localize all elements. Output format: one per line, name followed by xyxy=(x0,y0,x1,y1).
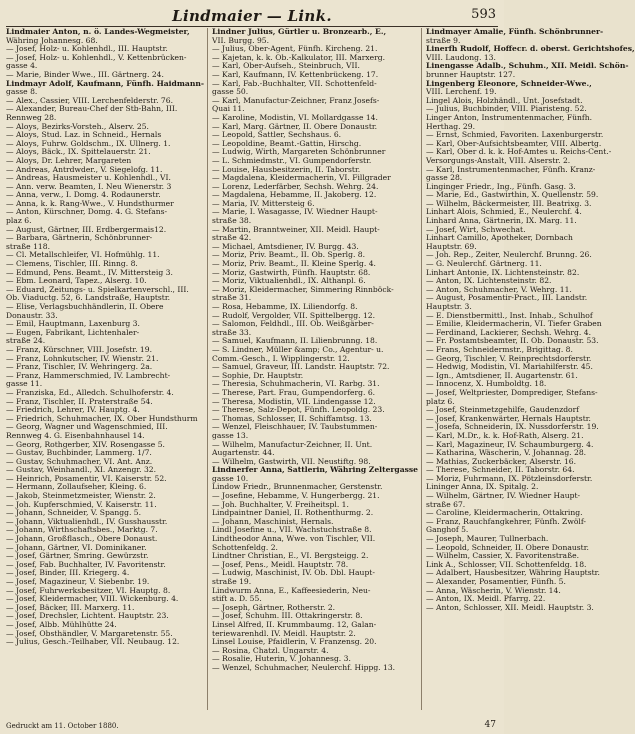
directory-entry: — Johann, Schneider, V. Spangg. 5. xyxy=(6,508,142,518)
directory-entry: — Josef, Pens., Meidl. Hauptstr. 78. xyxy=(212,559,349,569)
directory-entry: gasse 13. xyxy=(212,430,249,440)
directory-entry: — Julius, Ober-Agent, Fünfh. Kircheng. 21. xyxy=(212,44,378,54)
directory-entry: gasse 28. xyxy=(426,173,463,183)
directory-entry: Lindtner Christian, E., VI. Bergsteigg. 2. xyxy=(212,551,369,561)
directory-entry: straße 42. xyxy=(212,233,252,243)
directory-entry: VIII. Lerchenf. 19. xyxy=(426,87,497,97)
directory-entry: — Sophie, Dr. Hauptstr. xyxy=(212,370,304,380)
directory-entry: — Moriz, Fuhrmann, IX. Pötzleinsdorferstr. xyxy=(426,473,593,483)
directory-entry: Lindmaier Anton, n. ö. Landes-Wegmeister, xyxy=(6,27,190,36)
directory-entry: Comm.-Gesch., I. Wipplingerstr. 12. xyxy=(212,353,350,363)
directory-entry: straße 38. xyxy=(212,216,252,226)
directory-entry: — Joh. Buchhalter, V. Freiheitspl. 1. xyxy=(212,499,349,509)
directory-entry: — Josef, Kleidermacher, VIII. Wickenburg. 4. xyxy=(6,594,179,604)
directory-entry: — Aloys, Bezirks-Vorsteh., Alserv. 25. xyxy=(6,121,149,131)
directory-entry: Lininger Anna, IX. Spitalg. 2. xyxy=(426,482,539,492)
directory-entry: — L. Schmiedmstr., VI. Gumpendorferstr. xyxy=(212,155,372,165)
page-footer xyxy=(6,716,498,730)
directory-entry: Linginger Friedr., Ing., Fünfh. Gasg. 3. xyxy=(426,181,576,191)
directory-entry: — Therese, Salz-Depot, Fünfh. Leopoldg. 23. xyxy=(212,405,385,415)
directory-entry: — Leopold, Sattler, Sechshaus. 6. xyxy=(212,130,342,140)
directory-entry: Lindtheodor Anna, Wwe. von Tischler, VII. xyxy=(212,534,376,544)
directory-entry: Linsel Alfred, II. Krummbaumg. 12, Galan- xyxy=(212,619,377,629)
directory-entry: — August, Gärtner, III. Erdbergermais12. xyxy=(6,224,167,234)
directory-entry: — Magdalena, Hebamme, II. Jakoberg. 12. xyxy=(212,190,377,200)
directory-entry: — Samuel, Graveur, III. Landstr. Hauptstr. 72. xyxy=(212,362,390,372)
directory-entry: — Wilhelm, Bäckermeister, III. Beatrixg. 3. xyxy=(426,198,592,208)
directory-entry: — Alexander, Bureau-Chef der Stb-Bahn, III. xyxy=(6,104,178,114)
directory-entry: — Marie, Binder Wwe., III. Gärtnerg. 24. xyxy=(6,69,164,79)
directory-entry: plaz 6. xyxy=(6,216,32,226)
directory-entry: — Franz, Kürschner, VIII. Josefstr. 19. xyxy=(6,344,153,354)
directory-entry: — Hermann, Zollaufseher, Kleing. 6. xyxy=(6,482,147,492)
directory-entry: Rennweg 4. G. Eisenbahnhausel 14. xyxy=(6,430,145,440)
directory-entry: — S. Lindner, Müller &amp; Co., Agentur- u. xyxy=(212,344,384,354)
directory-entry: — Anton, IX. Meidl. Pfarrg. 22. xyxy=(426,594,546,604)
directory-entry: — Clemens, Tischler, III. Rinng. 8. xyxy=(6,259,138,269)
directory-entry: — Joh. Rep., Zeiter, Neulerchf. Brunng. 26. xyxy=(426,250,592,260)
directory-entry: gasse 11. xyxy=(6,379,43,389)
directory-entry: — Eduard, Zeitungs- u. Spielkartenverschl., III. xyxy=(6,284,189,294)
directory-entry: — Franz, Lohnkutscher, IV. Wienstr. 21. xyxy=(6,353,159,363)
directory-entry: — Ernst, Schmied, Favoriten. Laxenburgerstr. xyxy=(426,130,604,140)
directory-entry: — Heinrich, Posamentir, VI. Kaiserstr. 52. xyxy=(6,473,167,483)
directory-entry: — Mathias, Zuckerbäcker, Alserstr. 16. xyxy=(426,456,577,466)
directory-entry: — Edmund, Pens. Beamt., IV. Mittersteig 3. xyxy=(6,267,173,277)
directory-entry: Lindow Friedr., Brunnenmacher, Gerstenstr. xyxy=(212,482,383,492)
directory-entry: — Jakob, Steinmetzmeister, Wienstr. 2. xyxy=(6,491,156,501)
directory-entry: — Karl, Ober d. k. k. Hof-Amtes u. Reichs-Cent.- xyxy=(426,147,612,157)
directory-entry: — Ferdinand, Lackierer, Sechsh. Wehrg. 4. xyxy=(426,327,591,337)
directory-entry: — Louise, Hausbesitzerin, II. Taborstr. xyxy=(212,164,361,174)
directory-entry: Ganghof 5. xyxy=(426,525,469,535)
directory-entry: Währing Johannesg. 68. xyxy=(6,35,98,45)
directory-entry: — Karl, Ober-Aufseh., Steinbruch, VII. xyxy=(212,61,360,71)
directory-entry: — Ebm. Leonard, Tapez., Alserg. 10. xyxy=(6,276,147,286)
directory-entry: — Johann, Viktualienhdl., IV. Gusshausstr. xyxy=(6,516,168,526)
directory-entry: — Josef, Steinmetzgehilfe, Gaudenzdorf xyxy=(426,405,580,415)
directory-entry: — Gustav, Buchbinder, Lammerg. 1/7. xyxy=(6,448,152,458)
directory-entry: — Aloys, Stud. Laz. in Schneid., Hernals xyxy=(6,130,162,140)
directory-entry: — Aloys, Bäck., IX. Spittelauerstr. 21. xyxy=(6,147,151,157)
directory-entry: — Georg, Wagner und Wagenschmied, III. xyxy=(6,422,168,432)
directory-entry: Hauptstr. 69. xyxy=(426,241,477,251)
directory-entry: — Josef, Binder, III. Kriegerg. 4. xyxy=(6,568,130,578)
directory-entry: — Johann, Wirthschaftsbes., Marktg. 7. xyxy=(6,525,158,535)
directory-entry: straße 9. xyxy=(426,35,461,45)
directory-entry: — Anton, Schlosser, XII. Meidl. Hauptstr. 3. xyxy=(426,602,594,612)
directory-entry: — E. Dienstbermittl., Inst. Inhab., Schulhof xyxy=(426,310,593,320)
directory-entry: — Therese, Schneider, II. Taborstr. 64. xyxy=(426,465,575,475)
directory-entry: — Gustav, Weinhandl., XI. Anzengr. 32. xyxy=(6,465,157,475)
directory-entry: straße 33. xyxy=(212,327,252,337)
directory-entry: Donaustr. 33. xyxy=(6,310,58,320)
directory-entry: — Barbara, Gärtnerin, Schönbrunner- xyxy=(6,233,153,243)
directory-entry: — Moriz, Viktualienhdl., IX. Althanpl. 6. xyxy=(212,276,366,286)
directory-entry: — Anton, Schuhmacher, V. Wehrg. 11. xyxy=(426,284,572,294)
directory-entry: stift a. D. 55. xyxy=(212,594,262,604)
directory-entry: — August, Posamentir-Pract., III. Landstr. xyxy=(426,293,588,303)
page-title: Lindmaier — Link. xyxy=(172,7,332,25)
directory-entry: — Josef, Holz- u. Kohlenhdl., V. Kettenbrücken- xyxy=(6,52,187,62)
directory-entry: gasse 10. xyxy=(212,473,249,483)
directory-entry: Linsel Louise, Pfaidlerin, V. Franzensg. 20. xyxy=(212,637,377,647)
directory-entry: teriewarenhdl. IV. Meidl. Hauptstr. 2. xyxy=(212,628,356,638)
directory-entry: — Eugen, Fabrikant, Lichtenhaler- xyxy=(6,327,140,337)
directory-entry: — Caroline, Kleidermacherin, Ottakring. xyxy=(426,508,583,518)
directory-entry: — Johann, Gärtner, VI. Dominikaner. xyxy=(6,542,147,552)
directory-entry: — Andreas, Hausmeister u. Kohlenhdl., VI. xyxy=(6,173,171,183)
directory-entry: — Lorenz, Lederfärber, Sechsh. Wehrg. 24. xyxy=(212,181,379,191)
column-3 xyxy=(426,28,635,710)
directory-entry: — G. Neulerchf. Gärtnerg. 11. xyxy=(426,259,542,269)
directory-entry: — Karoline, Modistin, VI. Mollardgasse 14. xyxy=(212,112,378,122)
directory-entry: Schottenfeldg. 2. xyxy=(212,542,278,552)
directory-entry: — Franz, Tischler, II. Praterstraße 54. xyxy=(6,396,153,406)
directory-entry: — Wilhelm, Gastwirth, VII. Neustiftg. 98. xyxy=(212,456,371,466)
directory-entry: — Karl, Instrumentenmacher, Fünfh. Kranz- xyxy=(426,164,596,174)
directory-entry: — Moriz, Priv. Beamt., II. Ob. Sperlg. 8. xyxy=(212,250,366,260)
directory-entry: — Samuel, Kaufmann, II. Lilienbrunng. 18. xyxy=(212,336,378,346)
directory-entry: Lindpaintner Daniel, II. Rothenthurmg. 2. xyxy=(212,508,374,518)
directory-entry: — Josef, Krankenwärter, Hernals Hauptstr. xyxy=(426,413,591,423)
directory-entry: — Johann, Maschinist, Hernals. xyxy=(212,516,334,526)
directory-entry: — Moriz, Priv. Beamt., II. Kleine Sperlg. 4. xyxy=(212,259,376,269)
directory-entry: straße 67. xyxy=(426,499,466,509)
directory-entry: — Anton, IX. Lichtensteinstr. 82. xyxy=(426,276,552,286)
directory-entry: — Karl, Marg. Gärtner, II. Obere Donaustr. xyxy=(212,121,378,131)
page-number: 593 xyxy=(471,7,496,22)
directory-entry: — Ign., Amtsdiener, II. Augartenstr. 61. xyxy=(426,370,578,380)
directory-entry: — Josef, Weltpriester, Domprediger, Stefans- xyxy=(426,387,598,397)
directory-entry: Lindl Josefine u., VII. Wachstuchstraße 8. xyxy=(212,525,372,535)
directory-entry: — Joseph, Maurer, Tullnerbach. xyxy=(426,534,549,544)
directory-entry: — Josefine, Hebamme, V. Hungerbergg. 21. xyxy=(212,491,380,501)
directory-entry: — Aloys, Fuhrw. Goldschm., IX. Ullnerg. 1. xyxy=(6,138,171,148)
directory-entry: — Anton, Kürschner, Domg. 4. G. Stefans- xyxy=(6,207,168,217)
directory-entry: platz 6. xyxy=(426,396,455,406)
directory-entry: — Wilhelm, Gärtner, IV. Wiedner Haupt- xyxy=(426,491,581,501)
directory-entry: — Josef, Albb. Mühlhütte 24. xyxy=(6,619,117,629)
directory-entry: Lingel Alois, Holzhändl., Unt. Josefstadt. xyxy=(426,95,583,105)
directory-entry: Ob. Viaductg. 52, 6. Landstraße, Hauptstr. xyxy=(6,293,171,303)
directory-entry: Lindmayer Amalie, Fünfh. Schönbrunner- xyxy=(426,27,604,36)
directory-entry: — Maria, IV. Mittersteig 6. xyxy=(212,198,315,208)
directory-entry: — Hedwig, Modistin, VI. Mariahilferstr. 45. xyxy=(426,362,593,372)
directory-entry: — Elise, Verlagsbuchhändlerin, II. Obere xyxy=(6,302,164,311)
column-1 xyxy=(6,28,208,710)
directory-entry: — Theresia, Schuhmacherin, VI. Rarbg. 31. xyxy=(212,379,380,389)
directory-entry: — Julius, Buchbinder, VIII. Piaristeng. 52. xyxy=(426,104,587,114)
directory-entry: — Josef, Schuhm. III. Ottakringerstr. 8. xyxy=(212,611,363,621)
directory-entry: — Josefa, Schneiderin, IX. Nussdorferstr. 19. xyxy=(426,422,599,432)
directory-entry: — Martin, Branntweiner, XII. Meidl. Haupt- xyxy=(212,224,380,234)
directory-entry: — Cl. Metallschleifer, VI. Hofmühlg. 11. xyxy=(6,250,160,260)
directory-entry: — Salomon, Feldhdl., III. Ob. Weißgärber- xyxy=(212,319,374,329)
directory-entry: — Georg, Tischler, V. Reinprechtsdorferstr. xyxy=(426,353,592,363)
directory-entry: — Josef, Holz- u. Kohlenhdl., III. Hauptstr. xyxy=(6,44,168,54)
directory-entry: — Adalbert, Hausbesitzer, Währing Hauptstr. xyxy=(426,568,600,578)
directory-entry: — Alexander, Posamentier, Fünfh. 5. xyxy=(426,577,566,586)
directory-entry: — Georg, Rothgerber, XIV. Rosengasse 5. xyxy=(6,439,165,449)
directory-entry: straße 31. xyxy=(212,293,252,303)
directory-entry: — Anna, k. k. Rang-Wwe., V. Hundsthurmer xyxy=(6,198,174,208)
directory-entry: Quai 11. xyxy=(212,104,245,114)
directory-entry: gasse 50. xyxy=(212,87,249,97)
directory-entry: VII. Burgg. 95. xyxy=(212,35,270,45)
directory-entry: — Joseph, Gärtner, Rotherstr. 2. xyxy=(212,602,336,612)
directory-entry: — Thomas, Schlosser, II. Schiffamtsg. 13. xyxy=(212,413,372,423)
column-2 xyxy=(212,28,422,710)
directory-entry: — Leopoldine, Beamt.-Gattin, Hirschg. xyxy=(212,138,362,148)
directory-entry: — Josef, Fab. Buchhalter, IV. Favoritenstr. xyxy=(6,559,166,569)
directory-entry: brunner Hauptstr. 127. xyxy=(426,69,516,79)
directory-entry: — Moriz, Gastwirth, Fünfh. Hauptstr. 68. xyxy=(212,267,371,277)
directory-entry: — Wenzel, Fleischhauer, IV. Taubstummen- xyxy=(212,422,378,432)
directory-entry: — Therese, Part. Frau, Gumpendorferg. 6. xyxy=(212,387,376,397)
directory-entry: — Josef, Obsthändler, V. Margaretenstr. 55. xyxy=(6,628,173,638)
directory-entry: — Rosalie, Huterin, V. Johannesg. 3. xyxy=(212,654,351,664)
directory-entry: — Rosina, Chatzl. Ungarstr. 4. xyxy=(212,645,329,655)
directory-entry: — Josef, Fuhrwerksbesitzer, VI. Hauptg. 8. xyxy=(6,585,171,595)
directory-entry: — Josef, Gärtner, Smring. Gewürzstr. xyxy=(6,551,149,561)
directory-entry: — Michael, Amtsdiener, IV. Burgg. 43. xyxy=(212,241,359,251)
directory-entry: — Franz, Rauchfangkehrer, Fünfh. Zwölf- xyxy=(426,516,586,526)
directory-entry: — Franziska, Ed., Alledch. Schulhoferstr. 4. xyxy=(6,387,174,397)
directory-entry: Herthag. 29. xyxy=(426,121,476,131)
directory-entry: — Marie, Ed., Gastwirthin, X. Quellenstr. 59. xyxy=(426,190,599,200)
directory-entry: — Josef, Drechsler, Lichtent. Hauptstr. 23. xyxy=(6,611,169,621)
directory-entry: — Ludwig, Wirth, Margareten Schönbrunner xyxy=(212,147,386,157)
directory-entry: — Kajetan, k. k. Ob.-Kalkulator, III. Marxerg. xyxy=(212,52,386,62)
directory-entry: Linhart Antonie, IX. Lichtensteinstr. 82. xyxy=(426,267,580,277)
directory-entry: — Karl, Ober-Aufsichtsbeamter, VIII. Albertg. xyxy=(426,138,602,148)
directory-entry: Linhard Anna, Gärtnerin, IX. Marg. 11. xyxy=(426,216,577,226)
directory-entry: — Katharina, Wäscherin, V. Johannag. 28. xyxy=(426,448,587,458)
directory-entry: Lingenberg Eleonore, Schneider-Wwe., xyxy=(426,78,592,88)
directory-entry: — Magdalena, Kleidermacherin, VI. Fillgrader xyxy=(212,173,391,183)
directory-entry: — Johann, Großflasch., Obere Donaust. xyxy=(6,534,158,544)
directory-entry: — Leopold, Schneider, II. Obere Donaustr. xyxy=(426,542,589,552)
sheet-number: 47 xyxy=(484,720,496,730)
directory-entry: — Emilie, Kleidermacherin, VI. Tiefer Graben xyxy=(426,319,602,329)
directory-entry: — Emil, Hauptmann, Laxenburg 3. xyxy=(6,319,140,329)
directory-entry: — Josef, Magazineur, V. Siebenbr. 19. xyxy=(6,577,150,586)
directory-entry: — Aloys, Dr. Lehrer, Margareten xyxy=(6,155,132,165)
directory-entry: gasse 8. xyxy=(6,87,38,97)
directory-entry: Linengasse Adalb., Schuhm., XII. Meidl. Schön- xyxy=(426,61,629,71)
directory-entry: straße 19. xyxy=(212,577,252,586)
directory-entry: — Julius, Gesch.-Teilhaber, VII. Neubaug. 12. xyxy=(6,637,180,647)
directory-entry: — Karl, Magazineur, IV. Schaumburgerg. 4. xyxy=(426,439,594,449)
directory-entry: straße 24. xyxy=(6,336,46,346)
directory-entry: Lindnerfer Anna, Sattlerin, Währing Zeltergasse xyxy=(212,465,419,475)
directory-entry: — Fr. Postamtsbeamter, II. Ob. Donaustr. 53. xyxy=(426,336,599,346)
directory-entry: — Karl, Fab.-Buchhalter, VII. Schottenfeld- xyxy=(212,78,377,88)
directory-entry: — Franz, Hammerschmied, IV. Lambrecht- xyxy=(6,370,171,380)
directory-entry: — Wilhelm, Manufactur-Zeichner, II. Unt. xyxy=(212,439,373,449)
directory-entry: Lindwurm Anna, E., Kaffeesiederin, Neu- xyxy=(212,585,371,595)
directory-entry: — Innocenz, X. Humboldtg. 18. xyxy=(426,379,547,389)
directory-entry: Linhart Camillo, Apotheker, Dornbach xyxy=(426,233,573,243)
page-header xyxy=(6,4,498,27)
directory-entry: — Karl, M.Dr., k. k. Hof-Rath, Alserg. 21. xyxy=(426,430,584,440)
directory-entry: — Gustav, Schuhmacher, VI. Ant. Anz. xyxy=(6,456,153,466)
directory-entry: — Andreas, Antrdwder., V. Siegelofg. 11. xyxy=(6,164,163,174)
directory-entry: — Friedrich, Schuhmacher, IX. Ober Hundsthurm xyxy=(6,413,198,423)
directory-entry: Lindmayr Adolf, Kaufmann, Fünfh. Haidmann- xyxy=(6,78,205,88)
directory-entry: — Franz, Tischler, IV. Wehringerg. 2a. xyxy=(6,362,153,372)
directory-entry: Link A., Schlosser, VII. Schottenfeldg. 18. xyxy=(426,559,587,569)
directory-entry: — Wilhelm, Cassier, X. Favoritenstraße. xyxy=(426,551,580,561)
directory-entry: Linhart Alois, Schmied, E., Neulerchf. 4. xyxy=(426,207,582,217)
directory-entry: — Theresa, Modistin, VII. Lindengasse 12. xyxy=(212,396,376,406)
directory-entry: Lindner Julius, Gürtler u. Bronzearb., E., xyxy=(212,27,387,36)
directory-entry: — Moriz, Kleidermacher, Simmering Rinnböck- xyxy=(212,284,394,294)
directory-entry: Versorgungs-Anstalt, VIII. Alserstr. 2. xyxy=(426,155,571,165)
directory-entry: — Ludwig, Maschinist, IV. Ob. Dbl. Haupt- xyxy=(212,568,375,578)
directory-entry: — Josef, Wirt, Schwechat. xyxy=(426,224,526,234)
directory-entry: — Frans, Schneidermstr., Brigittag. 8. xyxy=(426,344,573,354)
directory-entry: — Anna, Wäscherin, V. Wienstr. 14. xyxy=(426,585,561,595)
directory-entry: Augartenstr. 44. xyxy=(212,448,275,458)
directory-entry: straße 118. xyxy=(6,241,50,251)
directory-entry: — Wenzel, Schuhmacher, Neulerchf. Hippg. 13. xyxy=(212,662,396,672)
directory-entry: — Ann. verw. Beamten, I. Neu Wienerstr. 3 xyxy=(6,181,172,191)
directory-entry: — Marie, I. Wasagasse, IV. Wiedner Haupt- xyxy=(212,207,378,217)
directory-columns xyxy=(6,27,635,710)
directory-entry: Linerfh Rudolf, Hoffecr. d. oberst. Gerichtshofes, xyxy=(426,44,635,54)
directory-entry: — Karl, Manufactur-Zeichner, Franz Josefs- xyxy=(212,95,380,105)
directory-entry: — Karl, Kaufmann, IV. Kettenbrückeng. 17. xyxy=(212,69,379,79)
directory-entry: Linger Anton, Instrumentenmacher, Fünfh. xyxy=(426,112,593,122)
directory-entry: — Anna, verw., I. Domg. 4. Rodaunerstr. xyxy=(6,190,161,200)
directory-entry: VIII. Laudong. 13. xyxy=(426,52,496,62)
directory-entry: — Alex., Cassier, VIII. Lerchenfelderstr. 76. xyxy=(6,95,173,105)
directory-entry: — Rudolf, Vergolder, VII. Spittelbergg. 12. xyxy=(212,310,376,320)
directory-entry: — Rosa, Hebamme, IX. Liliendorfg. 8. xyxy=(212,302,358,311)
directory-entry: Rennweg 28. xyxy=(6,112,57,122)
directory-entry: gasse 4. xyxy=(6,61,38,71)
directory-entry: Hauptstr. 3. xyxy=(426,302,472,311)
print-date-note: Gedruckt am 11. October 1880. xyxy=(6,722,119,730)
directory-entry: — Joh. Kupferschmied, V. Kaiserstr. 11. xyxy=(6,499,157,509)
directory-entry: — Josef, Bäcker, III. Marxerg. 11. xyxy=(6,602,135,612)
directory-entry: — Friedrich, Lehrer, IV. Hauptg. 4. xyxy=(6,405,140,415)
